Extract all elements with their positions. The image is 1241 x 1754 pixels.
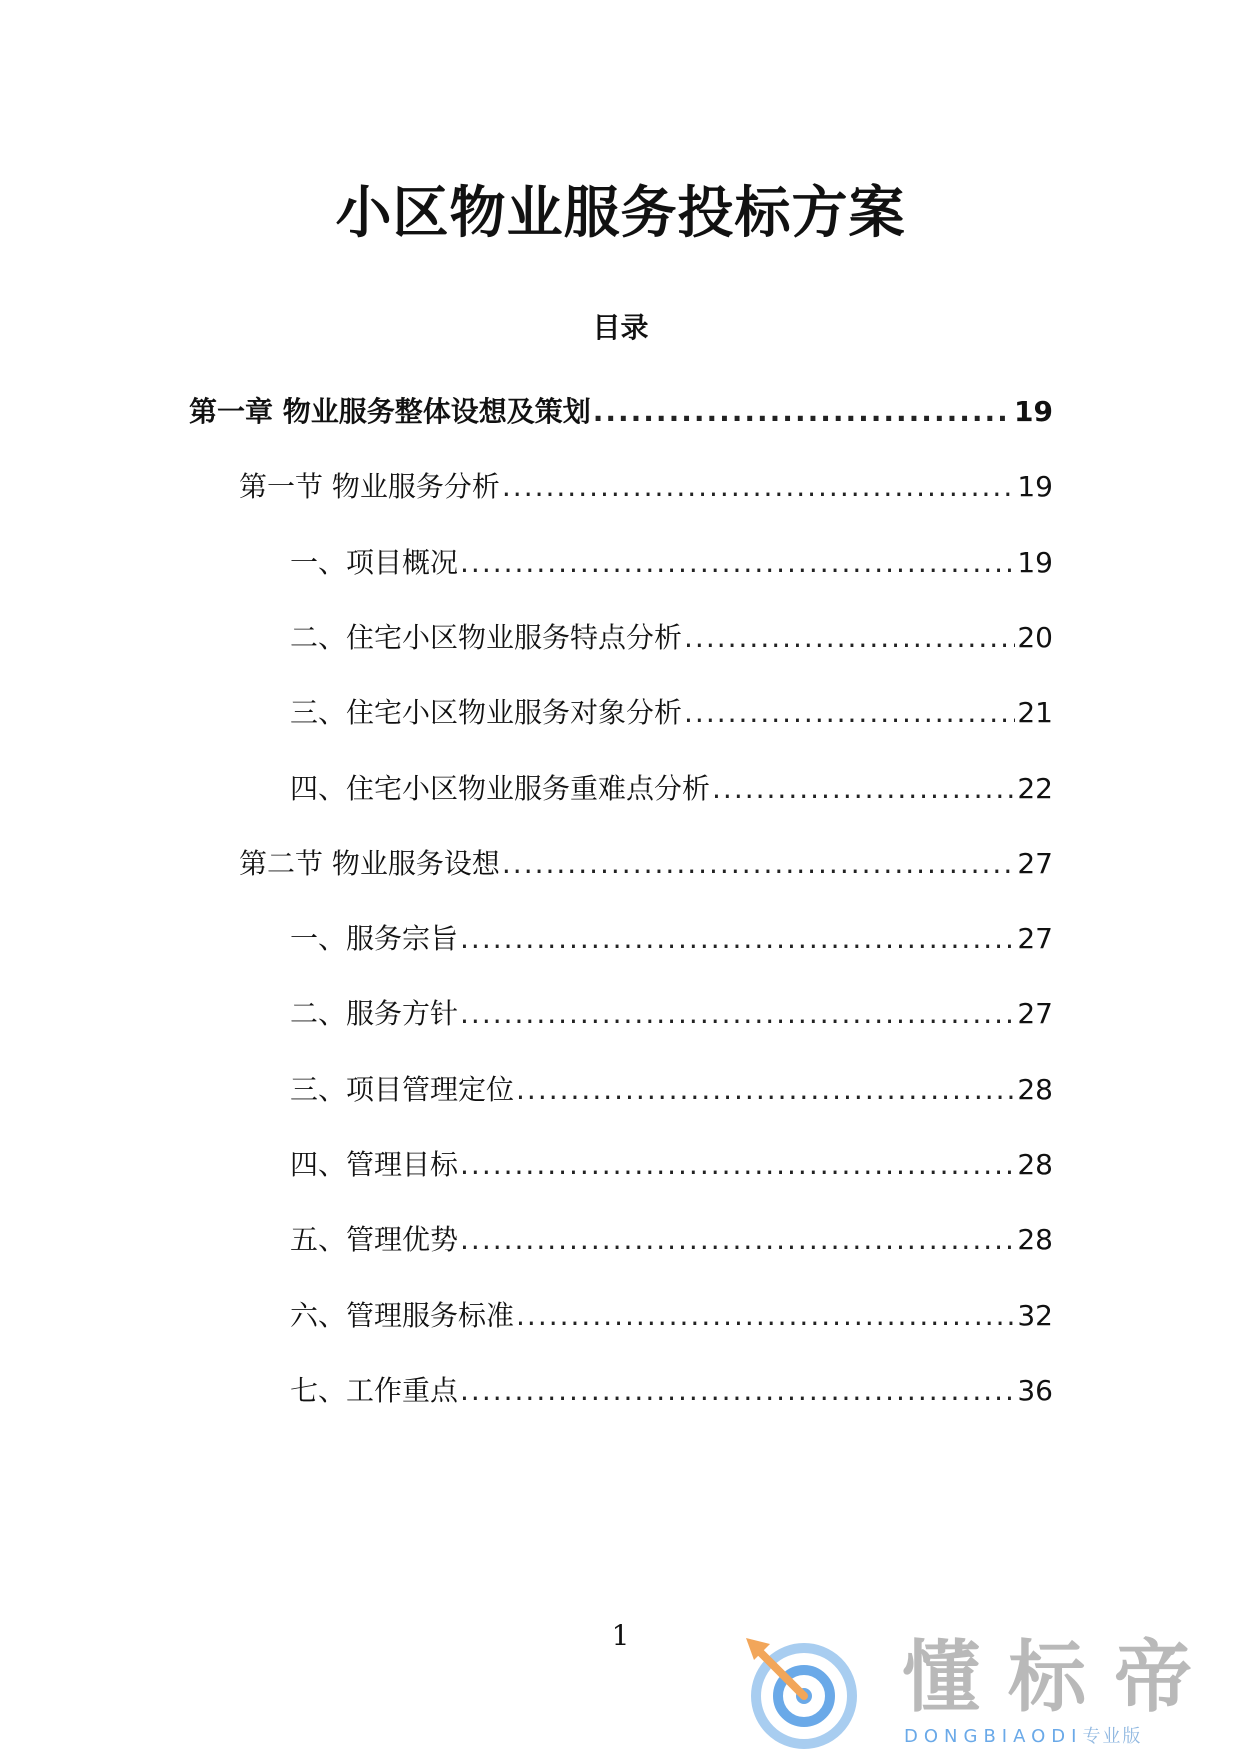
toc-entry-title: 二、服务方针 [290, 997, 459, 1030]
watermark-subtitle [904, 1726, 1142, 1748]
toc-dot-leader [502, 844, 1015, 884]
watermark-edition: 专业版 [1082, 1726, 1143, 1747]
toc-entry[interactable] [290, 689, 1053, 733]
toc-entry[interactable] [239, 463, 1053, 507]
toc-entry[interactable] [290, 1141, 1053, 1185]
toc-entry[interactable] [290, 539, 1053, 583]
toc-dot-leader [516, 1070, 1015, 1110]
toc-entry[interactable] [290, 1292, 1053, 1336]
document-title: 小区物业服务投标方案 [335, 181, 906, 246]
toc-entry-page: 22 [1017, 772, 1053, 805]
toc-entry-title: 四、管理目标 [290, 1148, 459, 1181]
toc-entry-title: 六、管理服务标准 [290, 1299, 515, 1332]
toc-dot-leader [460, 919, 1015, 959]
toc-dot-leader [593, 392, 1012, 432]
toc-entry-title: 四、住宅小区物业服务重难点分析 [290, 772, 711, 805]
toc-entry[interactable] [290, 1367, 1053, 1411]
toc-entry[interactable] [290, 1066, 1053, 1110]
toc-dot-leader [460, 1220, 1015, 1260]
toc-entry[interactable] [290, 990, 1053, 1034]
toc-dot-leader [684, 693, 1015, 733]
toc-entry-page: 28 [1017, 1148, 1053, 1181]
toc-entry-page: 28 [1017, 1073, 1053, 1106]
toc-dot-leader [516, 1296, 1015, 1336]
toc-entry-page: 21 [1017, 696, 1053, 729]
toc-entry-title: 第二节 物业服务设想 [239, 847, 500, 880]
toc-dot-leader [712, 769, 1015, 809]
toc-entry-title: 第一节 物业服务分析 [239, 470, 500, 503]
toc-entry-page: 19 [1014, 395, 1053, 428]
toc-entry[interactable] [290, 765, 1053, 809]
toc-entry-title: 七、工作重点 [290, 1374, 459, 1407]
toc-entry-page: 20 [1017, 621, 1053, 654]
target-arrow-icon [740, 1630, 860, 1750]
toc-entry[interactable] [290, 614, 1053, 658]
toc-entry-title: 第一章 物业服务整体设想及策划 [189, 395, 591, 428]
toc-entry-page: 28 [1017, 1223, 1053, 1256]
toc-entry-title: 二、住宅小区物业服务特点分析 [290, 621, 683, 654]
toc-entry-title: 三、住宅小区物业服务对象分析 [290, 696, 683, 729]
watermark-pinyin: DONGBIAODI [904, 1726, 1083, 1747]
toc-entry-title: 一、服务宗旨 [290, 922, 459, 955]
page-number: 1 [611, 1619, 630, 1652]
toc-entry-page: 19 [1017, 470, 1053, 503]
toc-entry-page: 32 [1017, 1299, 1053, 1332]
toc-dot-leader [460, 1371, 1015, 1411]
toc-entry[interactable] [290, 915, 1053, 959]
toc-entry[interactable] [239, 840, 1053, 884]
toc-entry[interactable] [290, 1216, 1053, 1260]
toc-dot-leader [502, 467, 1015, 507]
toc-dot-leader [684, 618, 1015, 658]
toc-dot-leader [460, 1145, 1015, 1185]
toc-entry-title: 一、项目概况 [290, 546, 459, 579]
toc-entry-page: 27 [1017, 922, 1053, 955]
toc-dot-leader [460, 543, 1015, 583]
toc-entry-page: 36 [1017, 1374, 1053, 1407]
toc-heading: 目录 [592, 311, 649, 344]
toc-entry-page: 27 [1017, 997, 1053, 1030]
toc-entry-title: 三、项目管理定位 [290, 1073, 515, 1106]
watermark-logo [740, 1630, 1220, 1750]
toc-entry-page: 27 [1017, 847, 1053, 880]
toc-entry[interactable] [189, 388, 1053, 432]
toc-dot-leader [460, 994, 1015, 1034]
watermark-brand: 懂标帝 [902, 1633, 1221, 1723]
toc-entry-title: 五、管理优势 [290, 1223, 459, 1256]
toc-entry-page: 19 [1017, 546, 1053, 579]
